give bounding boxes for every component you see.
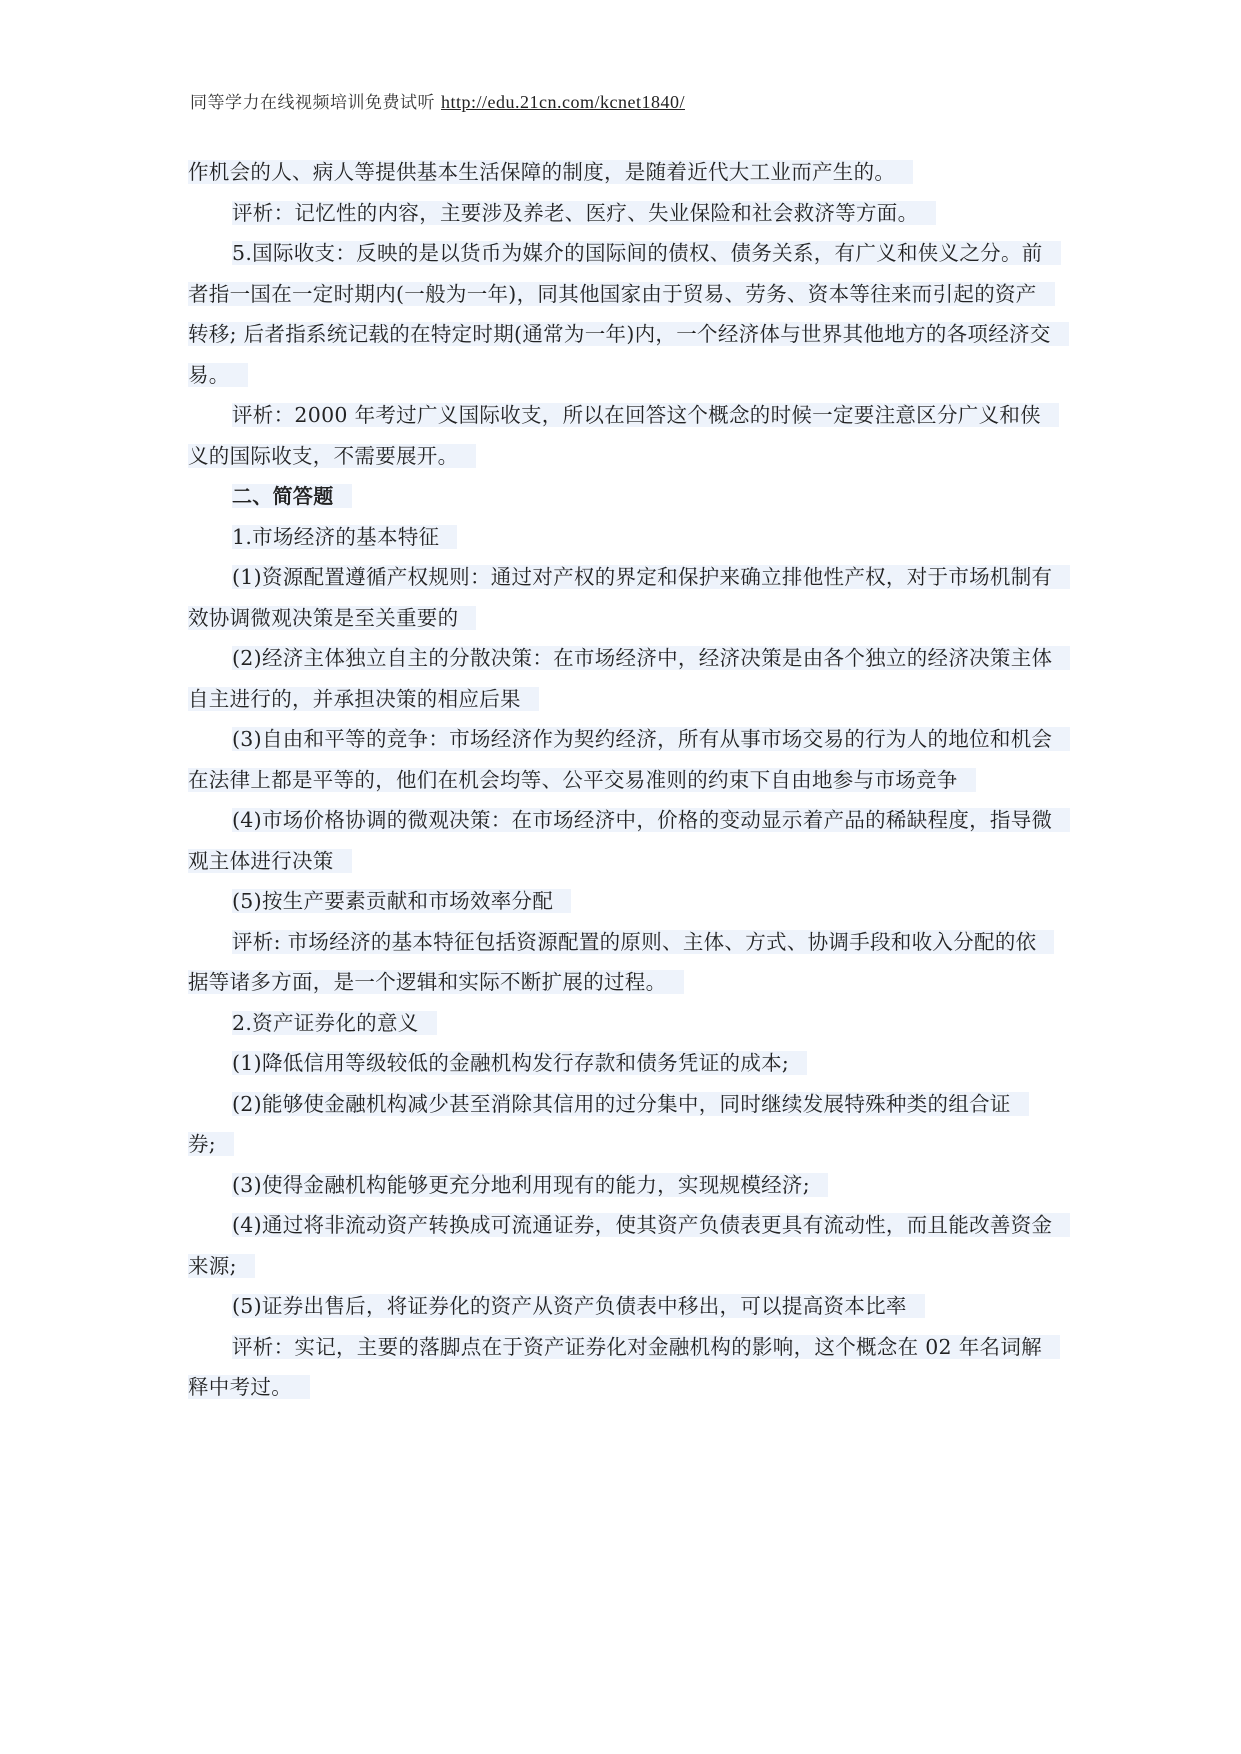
paragraph: (4)市场价格协调的微观决策：在市场经济中，价格的变动显示着产品的稀缺程度，指导微观主体进行决策 xyxy=(188,800,1056,881)
paragraph: 评析：记忆性的内容，主要涉及养老、医疗、失业保险和社会救济等方面。 xyxy=(188,193,1056,234)
paragraph: (2)能够使金融机构减少甚至消除其信用的过分集中，同时继续发展特殊种类的组合证券; xyxy=(188,1084,1056,1165)
paragraph: 评析: 市场经济的基本特征包括资源配置的原则、主体、方式、协调手段和收入分配的依据等诸多方面，是一个逻辑和实际不断扩展的过程。 xyxy=(188,922,1056,1003)
paragraph: 评析：实记，主要的落脚点在于资产证券化对金融机构的影响，这个概念在 02 年名词解释中考过。 xyxy=(188,1327,1056,1408)
paragraph: 5.国际收支：反映的是以货币为媒介的国际间的债权、债务关系，有广义和侠义之分。前者指一国在一定时期内(一般为一年)，同其他国家由于贸易、劳务、资本等往来而引起的资产转移; 后者指系统记载的在特定时期(通常为一年)内，一个经济体与世界其他地方的各项经济交易。 xyxy=(188,233,1056,395)
section-heading: 二、简答题 xyxy=(188,476,1056,517)
header-link[interactable]: http://edu.21cn.com/kcnet1840/ xyxy=(441,92,685,112)
document-body xyxy=(188,152,1056,1408)
paragraph: (1)资源配置遵循产权规则：通过对产权的界定和保护来确立排他性产权，对于市场机制有效协调微观决策是至关重要的 xyxy=(188,557,1056,638)
subsection-heading: 1.市场经济的基本特征 xyxy=(188,517,1056,558)
paragraph: (2)经济主体独立自主的分散决策：在市场经济中，经济决策是由各个独立的经济决策主体自主进行的，并承担决策的相应后果 xyxy=(188,638,1056,719)
paragraph: (4)通过将非流动资产转换成可流通证券，使其资产负债表更具有流动性，而且能改善资金来源; xyxy=(188,1205,1056,1286)
header-text: 同等学力在线视频培训免费试听 xyxy=(190,93,435,113)
paragraph: 评析：2000 年考过广义国际收支，所以在回答这个概念的时候一定要注意区分广义和侠义的国际收支，不需要展开。 xyxy=(188,395,1056,476)
paragraph: (1)降低信用等级较低的金融机构发行存款和债务凭证的成本; xyxy=(188,1043,1056,1084)
page-header xyxy=(190,88,685,113)
paragraph: (3)自由和平等的竞争：市场经济作为契约经济，所有从事市场交易的行为人的地位和机会在法律上都是平等的，他们在机会均等、公平交易准则的约束下自由地参与市场竞争 xyxy=(188,719,1056,800)
paragraph: 作机会的人、病人等提供基本生活保障的制度，是随着近代大工业而产生的。 xyxy=(188,152,1056,193)
paragraph: (3)使得金融机构能够更充分地利用现有的能力，实现规模经济; xyxy=(188,1165,1056,1206)
subsection-heading: 2.资产证券化的意义 xyxy=(188,1003,1056,1044)
paragraph: (5)按生产要素贡献和市场效率分配 xyxy=(188,881,1056,922)
paragraph: (5)证券出售后，将证券化的资产从资产负债表中移出，可以提高资本比率 xyxy=(188,1286,1056,1327)
